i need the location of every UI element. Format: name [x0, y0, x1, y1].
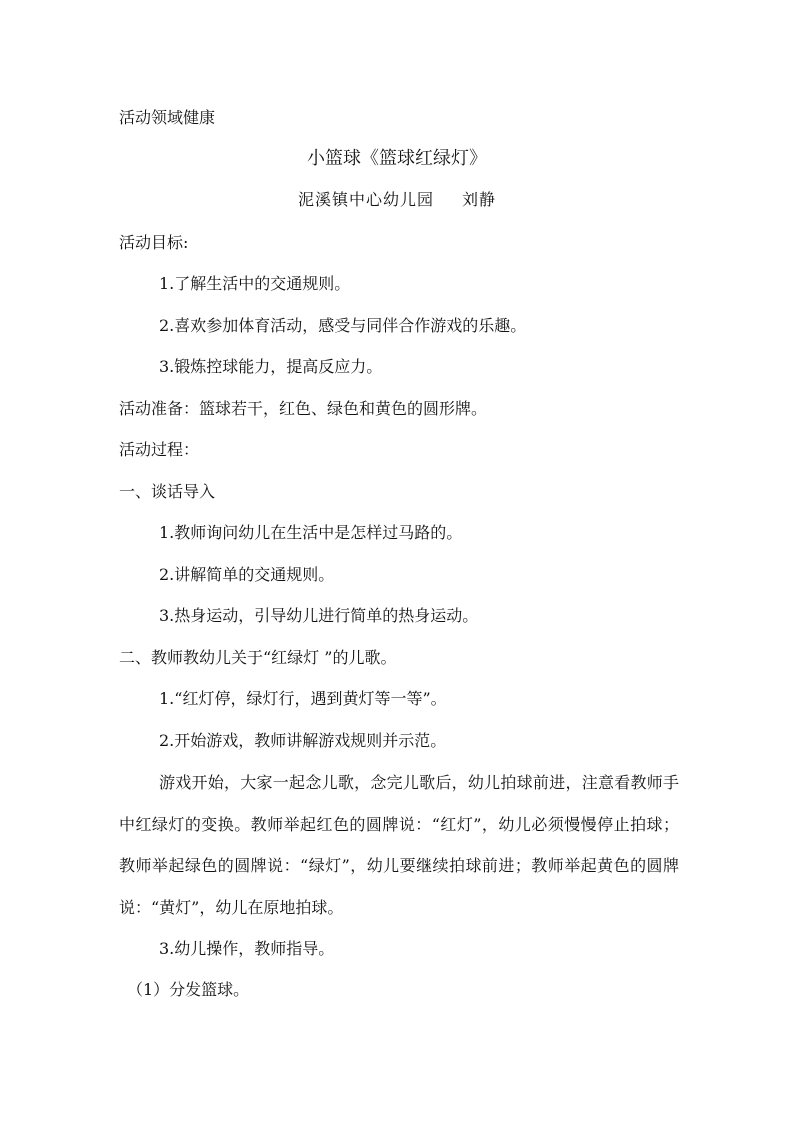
preparation-line: 活动准备：篮球若干，红色、绿色和黄色的圆形牌。	[119, 399, 488, 418]
process-heading: 活动过程：	[119, 440, 200, 459]
goal-item-2: 2.喜欢参加体育活动，感受与同伴合作游戏的乐趣。	[159, 316, 527, 335]
goal-item-1: 1.了解生活中的交通规则。	[159, 274, 351, 293]
author-line	[0, 190, 794, 210]
sub-item-1: （1）分发篮球。	[127, 980, 250, 999]
section1-item-1: 1.教师询问幼儿在生活中是怎样过马路的。	[159, 523, 463, 542]
goals-heading: 活动目标:	[119, 233, 189, 252]
section1-item-2: 2.讲解简单的交通规则。	[159, 565, 335, 584]
author-name: 刘静	[462, 190, 497, 209]
section2-item-1: 1.“红灯停，绿灯行，遇到黄灯等一等”。	[159, 689, 447, 708]
game-rules-paragraph: 游戏开始，大家一起念儿歌，念完儿歌后，幼儿拍球前进，注意看教师手中红绿灯的变换。教师举起红色的圆牌说：“红灯”，幼儿必须慢慢停止拍球；教师举起绿色的圆牌说：“绿灯”，幼儿要继续拍球前进；教师举起黄色的圆牌说：“黄灯”，幼儿在原地拍球。	[119, 773, 679, 917]
section1-item-3: 3.热身运动，引导幼儿进行简单的热身运动。	[159, 606, 479, 625]
author-school: 泥溪镇中心幼儿园	[297, 190, 434, 209]
section2-item-3: 3.幼儿操作，教师指导。	[159, 939, 335, 958]
goal-item-3: 3.锻炼控球能力，提高反应力。	[159, 357, 383, 376]
domain-line: 活动领域健康	[119, 108, 216, 127]
section2-item-2: 2.开始游戏，教师讲解游戏规则并示范。	[159, 731, 447, 750]
section2-heading: 二、教师教幼儿关于“红绿灯 ”的儿歌。	[119, 648, 397, 667]
section1-heading: 一、谈话导入	[119, 482, 216, 501]
page-title: 小篮球《篮球红绿灯》	[307, 148, 487, 169]
